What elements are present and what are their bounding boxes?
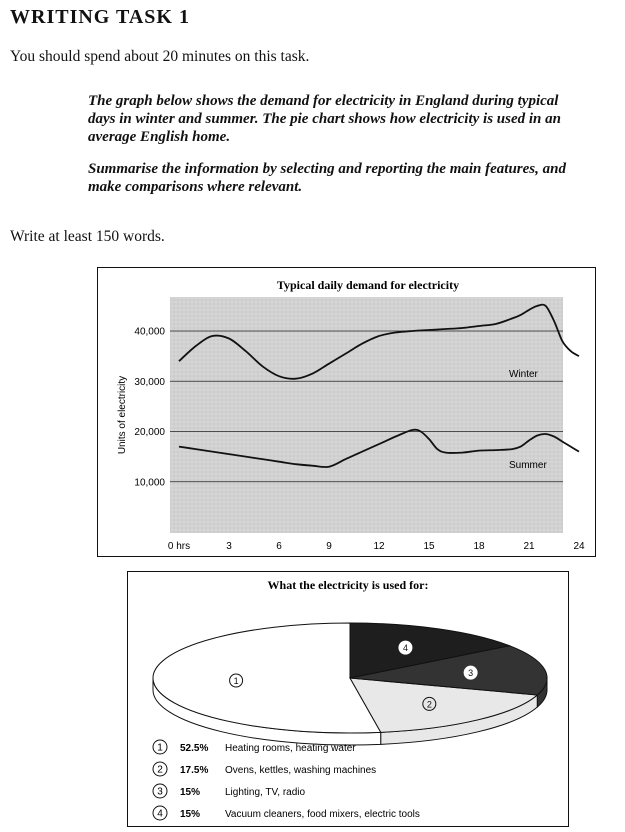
- x-tick-label: 18: [473, 541, 485, 552]
- legend-marker-number: 4: [157, 808, 163, 820]
- legend-marker-number: 2: [157, 764, 163, 776]
- legend-label: Heating rooms, heating water: [225, 743, 356, 754]
- pie-marker-number: 4: [402, 643, 408, 654]
- y-axis-label: Units of electricity: [117, 375, 128, 455]
- y-tick-label: 10,000: [134, 477, 165, 489]
- x-tick-label: 12: [373, 541, 385, 552]
- task-title: WRITING TASK 1: [10, 6, 190, 28]
- pie-marker-number: 2: [426, 699, 432, 710]
- y-tick-label: 20,000: [134, 427, 165, 438]
- y-tick-label: 30,000: [134, 376, 165, 388]
- chart-title: Typical daily demand for electricity: [276, 278, 460, 292]
- x-tick-label: 9: [326, 541, 332, 552]
- time-instruction: You should spend about 20 minutes on this task.: [10, 48, 310, 65]
- legend-label: Vacuum cleaners, food mixers, electric tools: [225, 809, 420, 820]
- x-tick-label: 0 hrs: [167, 541, 191, 552]
- task-prompt: [88, 92, 588, 210]
- legend-percent: 15%: [180, 787, 201, 798]
- line-chart: [97, 267, 596, 557]
- pie-3d: [153, 623, 547, 745]
- word-count-instruction: Write at least 150 words.: [10, 228, 165, 245]
- legend-marker-number: 1: [157, 742, 163, 754]
- legend-percent: 17.5%: [180, 765, 209, 776]
- prompt-paragraph-2: Summarise the information by selecting and reporting the main features, and make comparisons where relevant.: [88, 161, 566, 195]
- x-tick-label: 15: [423, 541, 435, 552]
- legend-percent: 52.5%: [180, 743, 209, 754]
- pie-marker-number: 1: [233, 676, 239, 687]
- legend-label: Lighting, TV, radio: [225, 787, 306, 798]
- series-label-winter: Winter: [509, 369, 538, 380]
- legend-percent: 15%: [180, 809, 201, 820]
- x-tick-label: 6: [276, 541, 282, 552]
- pie-title: What the electricity is used for:: [267, 578, 429, 592]
- plot-area: [170, 297, 563, 533]
- series-label-summer: Summer: [509, 460, 547, 471]
- pie-marker-number: 3: [468, 668, 474, 679]
- x-tick-label: 3: [226, 541, 232, 552]
- x-tick-label: 24: [573, 541, 585, 552]
- pie-chart: [127, 571, 569, 827]
- y-tick-label: 40,000: [134, 326, 165, 338]
- legend-marker-number: 3: [157, 786, 163, 798]
- x-tick-label: 21: [523, 541, 535, 552]
- legend-label: Ovens, kettles, washing machines: [225, 765, 377, 776]
- prompt-paragraph-1: The graph below shows the demand for electricity in England during typical days in winter and summer. The pie chart shows how electricity is used in an average English home.: [88, 93, 561, 145]
